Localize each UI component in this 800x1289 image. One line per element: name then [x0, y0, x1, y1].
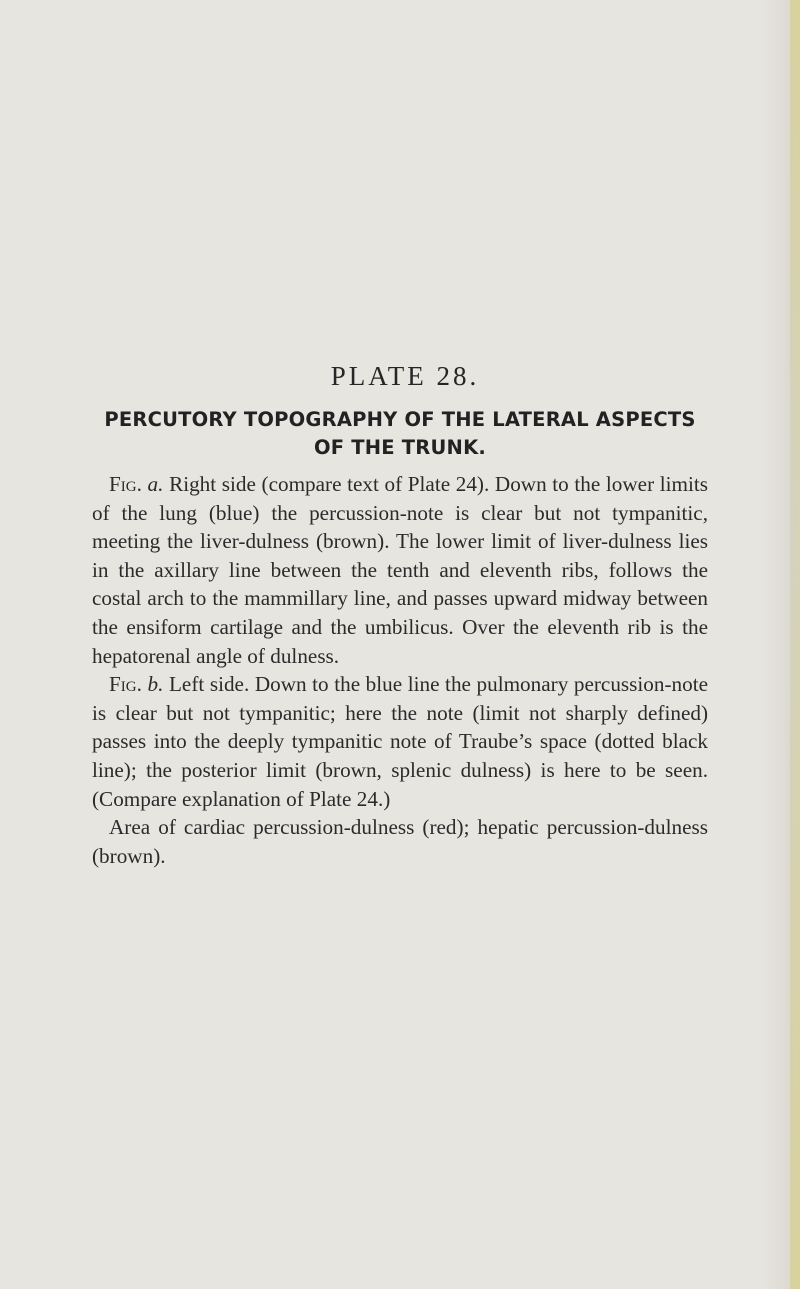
fig-a-letter: a. — [147, 472, 164, 496]
plate-title: PLATE 28. — [330, 361, 480, 391]
fig-b-paragraph — [92, 670, 708, 813]
area-text: Area of cardiac percussion-dulness (red); hepatic percussion-dulness (brown). — [92, 815, 708, 868]
fig-a-text: Right side (compare text of Plate 24). Down to the lower limits of the lung (blue) the percussion-note is clear but not tympanitic, meeting the liver-dulness (brown). The lower limit of liver-dulness lies in the axillary line between the tenth and eleventh ribs, follows the costal arch to the mammillary line, and passes upward midway between the ensiform cartilage and the umbilicus. Over the eleventh rib is the hepatorenal angle of dulness. — [92, 472, 709, 668]
area-paragraph — [92, 813, 708, 870]
fig-b-letter: b. — [147, 672, 164, 697]
section-heading-line-2: OF THE TRUNK. — [313, 436, 486, 459]
page-edge-shading — [790, 0, 800, 1289]
fig-a-paragraph — [92, 470, 708, 670]
fig-b-text: Left side. Down to the blue line the pulmonary percussion-note is clear but not tympanitic; here the note (limit not sharply defined) passes into the deeply tympanitic note of Traube’s space (dotted black line); the posterior limit (brown, splenic dulness) is here to be seen. (Compare explanation of Plate 24.) — [92, 672, 709, 811]
plate-text-block — [92, 360, 708, 870]
section-heading-line-1: PERCUTORY TOPOGRAPHY OF THE LATERAL ASPECTS — [104, 408, 696, 431]
fig-b-label: Fig. — [109, 672, 142, 697]
fig-a-label: Fig. — [109, 472, 142, 496]
section-heading — [92, 406, 708, 462]
